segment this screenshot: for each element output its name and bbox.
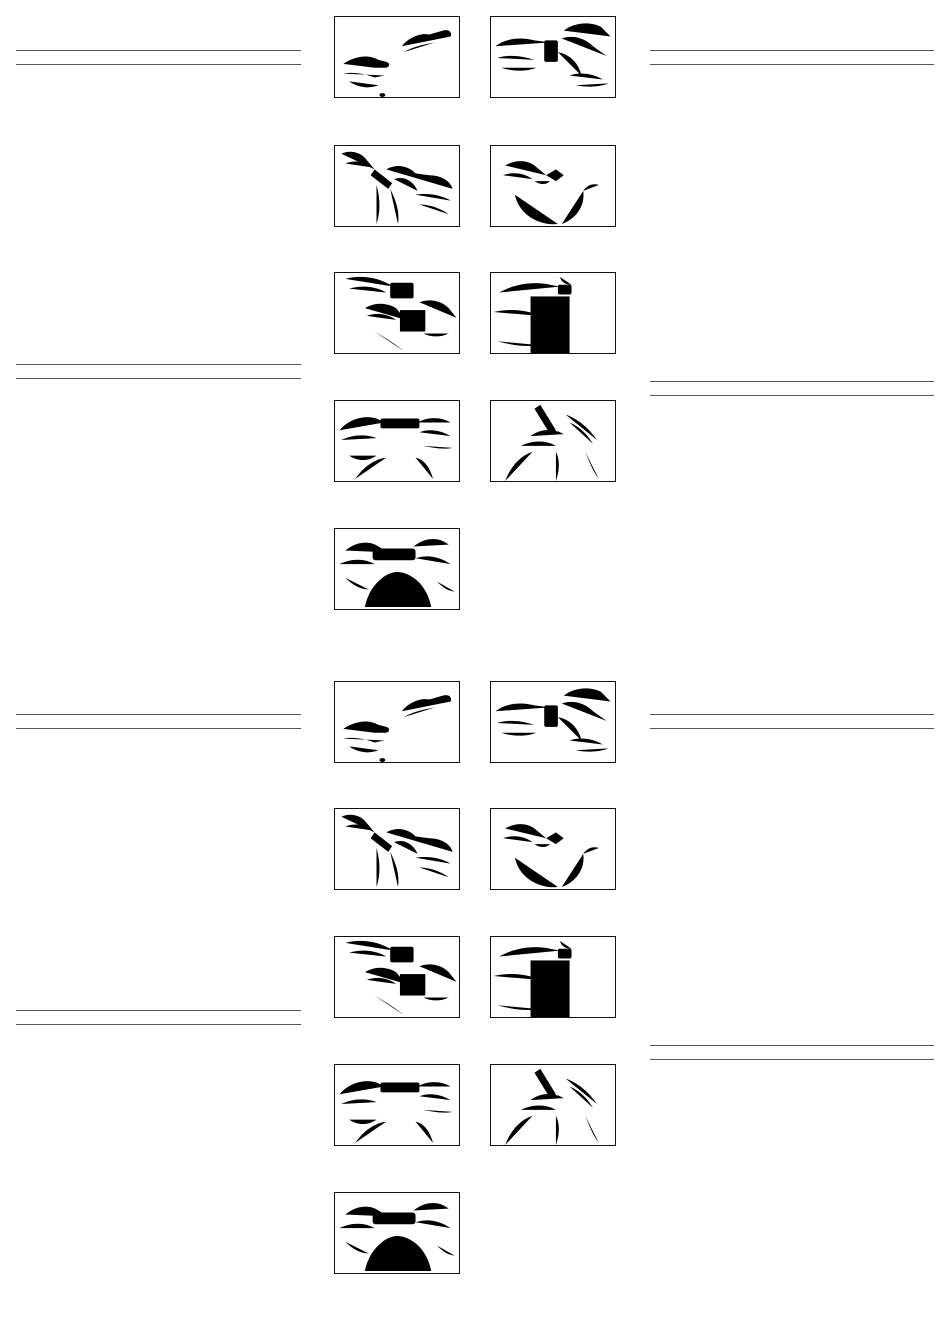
hands-fold-clip-icon xyxy=(491,401,615,481)
hands-close-clip-icon xyxy=(335,529,459,609)
illustration-set1-step8 xyxy=(490,400,616,482)
illustration-set2-step9 xyxy=(334,1192,460,1274)
hands-hold-clip-icon xyxy=(335,401,459,481)
hands-press-flange-icon xyxy=(491,17,615,97)
illustration-set1-step5 xyxy=(334,272,460,354)
hands-fit-pouch-icon xyxy=(335,937,459,1017)
illustration-set2-step4 xyxy=(490,808,616,890)
illustration-set1-step4 xyxy=(490,145,616,227)
illustration-set1-step9 xyxy=(334,528,460,610)
illustration-set2-step3 xyxy=(334,808,460,890)
right-section-2-rule-top xyxy=(650,381,934,382)
hands-close-clip-icon xyxy=(335,1193,459,1273)
illustration-set1-step2 xyxy=(490,16,616,98)
left-section-2-rule-bottom xyxy=(16,378,301,379)
left-section-1-rule-bottom xyxy=(16,64,301,65)
illustration-set1-step6 xyxy=(490,272,616,354)
hands-scissors-cut-icon xyxy=(335,17,459,97)
illustration-set1-step7 xyxy=(334,400,460,482)
hands-fit-pouch-icon xyxy=(335,273,459,353)
left-section-1-rule-top xyxy=(16,50,301,51)
right-section-3-rule-bottom xyxy=(650,728,934,729)
illustration-set2-step8 xyxy=(490,1064,616,1146)
hands-press-flange-icon xyxy=(491,682,615,762)
right-section-1-rule-top xyxy=(650,50,934,51)
hands-pinch-opening-icon xyxy=(491,809,615,889)
right-section-3-rule-top xyxy=(650,714,934,715)
left-section-4-rule-top xyxy=(16,1010,301,1011)
right-section-2-rule-bottom xyxy=(650,395,934,396)
left-section-3-rule-top xyxy=(16,714,301,715)
hands-hold-clip-icon xyxy=(335,1065,459,1145)
hands-fold-clip-icon xyxy=(491,1065,615,1145)
left-section-4-rule-bottom xyxy=(16,1024,301,1025)
left-section-2-rule-top xyxy=(16,364,301,365)
illustration-set2-step7 xyxy=(334,1064,460,1146)
hands-peel-paper-icon xyxy=(335,146,459,226)
hands-scissors-cut-icon xyxy=(335,682,459,762)
hands-pinch-opening-icon xyxy=(491,146,615,226)
hands-peel-paper-icon xyxy=(335,809,459,889)
right-section-1-rule-bottom xyxy=(650,64,934,65)
left-section-3-rule-bottom xyxy=(16,728,301,729)
illustration-set1-step1 xyxy=(334,16,460,98)
right-section-4-rule-bottom xyxy=(650,1059,934,1060)
illustration-set1-step3 xyxy=(334,145,460,227)
pouch-attached-icon xyxy=(491,273,615,353)
illustration-set2-step6 xyxy=(490,936,616,1018)
pouch-attached-icon xyxy=(491,937,615,1017)
illustration-set2-step5 xyxy=(334,936,460,1018)
right-section-4-rule-top xyxy=(650,1045,934,1046)
illustration-set2-step1 xyxy=(334,681,460,763)
illustration-set2-step2 xyxy=(490,681,616,763)
